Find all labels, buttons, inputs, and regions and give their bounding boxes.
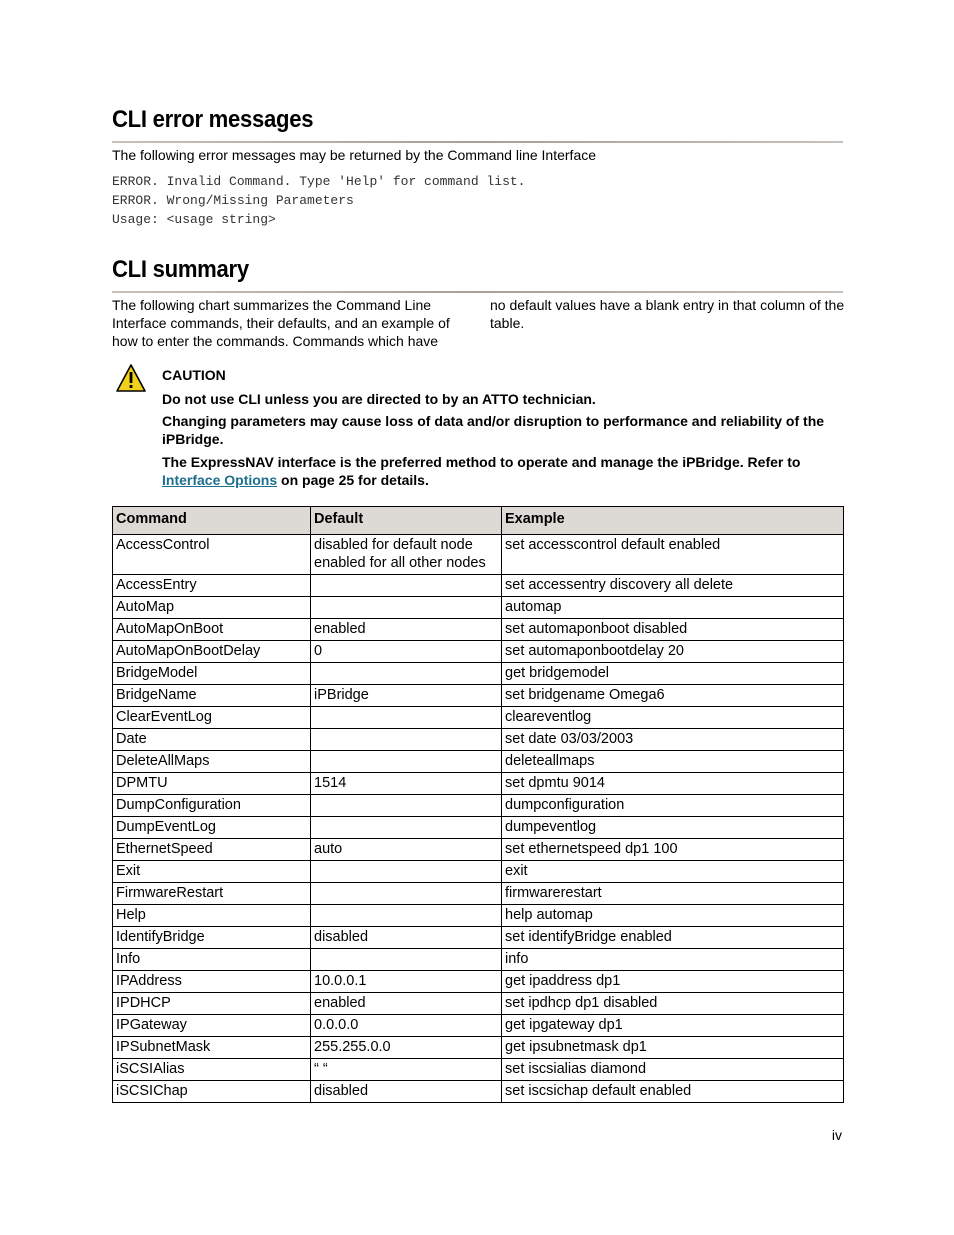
cell-default: 10.0.0.1 bbox=[311, 971, 502, 993]
cell-command: IPAddress bbox=[113, 971, 311, 993]
code-line-2: ERROR. Wrong/Missing Parameters bbox=[112, 193, 354, 208]
cell-default: 1514 bbox=[311, 773, 502, 795]
cell-example: get ipaddress dp1 bbox=[502, 971, 844, 993]
cell-example: dumpconfiguration bbox=[502, 795, 844, 817]
table-row bbox=[113, 707, 844, 729]
error-messages-intro: The following error messages may be returned by the Command line Interface bbox=[112, 147, 597, 163]
cell-command: iSCSIChap bbox=[113, 1081, 311, 1103]
cell-example: deleteallmaps bbox=[502, 751, 844, 773]
table-row bbox=[113, 575, 844, 597]
cell-command: IdentifyBridge bbox=[113, 927, 311, 949]
table-row bbox=[113, 773, 844, 795]
cell-command: BridgeModel bbox=[113, 663, 311, 685]
cell-example: set iscsialias diamond bbox=[502, 1059, 844, 1081]
caution-line-3 bbox=[162, 453, 846, 489]
cell-command: DPMTU bbox=[113, 773, 311, 795]
cell-command: DeleteAllMaps bbox=[113, 751, 311, 773]
cell-command: AutoMapOnBootDelay bbox=[113, 641, 311, 663]
cell-example: automap bbox=[502, 597, 844, 619]
table-row bbox=[113, 535, 844, 575]
cell-default bbox=[311, 751, 502, 773]
table-row bbox=[113, 1059, 844, 1081]
table-row bbox=[113, 751, 844, 773]
cell-command: EthernetSpeed bbox=[113, 839, 311, 861]
cell-default: disabled bbox=[311, 927, 502, 949]
table-row bbox=[113, 927, 844, 949]
interface-options-link[interactable]: Interface Options bbox=[162, 472, 278, 488]
table-row bbox=[113, 795, 844, 817]
table-row bbox=[113, 641, 844, 663]
cell-example: get bridgemodel bbox=[502, 663, 844, 685]
cell-command: AutoMap bbox=[113, 597, 311, 619]
warning-triangle-icon bbox=[116, 364, 146, 392]
table-row bbox=[113, 949, 844, 971]
cell-command: ClearEventLog bbox=[113, 707, 311, 729]
cell-example: set ipdhcp dp1 disabled bbox=[502, 993, 844, 1015]
table-header-row bbox=[113, 507, 844, 535]
cell-default: enabled bbox=[311, 993, 502, 1015]
table-row bbox=[113, 597, 844, 619]
cell-example: info bbox=[502, 949, 844, 971]
table-row bbox=[113, 685, 844, 707]
code-line-1: ERROR. Invalid Command. Type 'Help' for command list. bbox=[112, 174, 526, 189]
table-row bbox=[113, 619, 844, 641]
cell-default: 0 bbox=[311, 641, 502, 663]
cell-example: cleareventlog bbox=[502, 707, 844, 729]
cell-default: disabled for default node enabled for all other nodes bbox=[311, 535, 502, 575]
cell-default bbox=[311, 663, 502, 685]
cell-command: BridgeName bbox=[113, 685, 311, 707]
caution-line-1: Do not use CLI unless you are directed to by an ATTO technician. bbox=[162, 391, 596, 407]
cell-default bbox=[311, 817, 502, 839]
cell-example: firmwarerestart bbox=[502, 883, 844, 905]
cell-command: DumpConfiguration bbox=[113, 795, 311, 817]
cell-example: exit bbox=[502, 861, 844, 883]
code-line-3: Usage: <usage string> bbox=[112, 212, 276, 227]
table-row bbox=[113, 861, 844, 883]
cli-summary-table bbox=[112, 506, 844, 1103]
cell-example: get ipgateway dp1 bbox=[502, 1015, 844, 1037]
caution-line-2: Changing parameters may cause loss of data and/or disruption to performance and reliability of the iPBridge. bbox=[162, 413, 825, 447]
cell-default bbox=[311, 949, 502, 971]
table-row bbox=[113, 1015, 844, 1037]
cell-command: IPSubnetMask bbox=[113, 1037, 311, 1059]
cell-command: Info bbox=[113, 949, 311, 971]
cell-example: get ipsubnetmask dp1 bbox=[502, 1037, 844, 1059]
cell-command: AccessEntry bbox=[113, 575, 311, 597]
cell-default: auto bbox=[311, 839, 502, 861]
cell-example: set accesscontrol default enabled bbox=[502, 535, 844, 575]
header-command: Command bbox=[113, 507, 311, 535]
cell-command: IPGateway bbox=[113, 1015, 311, 1037]
cell-example: help automap bbox=[502, 905, 844, 927]
table-row bbox=[113, 1081, 844, 1103]
table-row bbox=[113, 817, 844, 839]
page-number: iv bbox=[831, 1127, 842, 1143]
cell-default: 255.255.0.0 bbox=[311, 1037, 502, 1059]
cell-command: Help bbox=[113, 905, 311, 927]
cell-default bbox=[311, 795, 502, 817]
cell-default bbox=[311, 597, 502, 619]
caution-heading: CAUTION bbox=[162, 367, 226, 383]
cell-example: dumpeventlog bbox=[502, 817, 844, 839]
caution-line-3-text: The ExpressNAV interface is the preferred method to operate and manage the iPBridge. Refer to bbox=[162, 454, 801, 470]
cell-command: iSCSIAlias bbox=[113, 1059, 311, 1081]
table-row bbox=[113, 839, 844, 861]
header-default: Default bbox=[311, 507, 502, 535]
cell-command: Exit bbox=[113, 861, 311, 883]
cell-example: set dpmtu 9014 bbox=[502, 773, 844, 795]
header-example: Example bbox=[502, 507, 844, 535]
cell-default bbox=[311, 729, 502, 751]
cell-example: set ethernetspeed dp1 100 bbox=[502, 839, 844, 861]
cell-example: set automaponbootdelay 20 bbox=[502, 641, 844, 663]
table-row bbox=[113, 905, 844, 927]
section-divider bbox=[112, 141, 843, 143]
section-title-error-messages: CLI error messages bbox=[112, 106, 314, 133]
table-row bbox=[113, 1037, 844, 1059]
cell-command: FirmwareRestart bbox=[113, 883, 311, 905]
cell-example: set iscsichap default enabled bbox=[502, 1081, 844, 1103]
cell-default bbox=[311, 707, 502, 729]
cell-default: 0.0.0.0 bbox=[311, 1015, 502, 1037]
cell-default bbox=[311, 905, 502, 927]
table-row bbox=[113, 993, 844, 1015]
cell-command: IPDHCP bbox=[113, 993, 311, 1015]
cell-command: AutoMapOnBoot bbox=[113, 619, 311, 641]
cell-example: set bridgename Omega6 bbox=[502, 685, 844, 707]
table-row bbox=[113, 663, 844, 685]
cell-default: disabled bbox=[311, 1081, 502, 1103]
table-row bbox=[113, 883, 844, 905]
cell-example: set accessentry discovery all delete bbox=[502, 575, 844, 597]
cell-default bbox=[311, 575, 502, 597]
section-title-cli-summary: CLI summary bbox=[112, 256, 249, 283]
section-divider bbox=[112, 291, 843, 293]
summary-text-right: no default values have a blank entry in that column of the table. bbox=[490, 297, 845, 331]
cell-default: enabled bbox=[311, 619, 502, 641]
summary-text-left: The following chart summarizes the Command Line Interface commands, their defaults, and an example of how to enter the commands. Commands which have bbox=[112, 297, 450, 349]
cell-default bbox=[311, 883, 502, 905]
cell-default bbox=[311, 861, 502, 883]
cell-default: “ “ bbox=[311, 1059, 502, 1081]
cell-command: DumpEventLog bbox=[113, 817, 311, 839]
cell-example: set date 03/03/2003 bbox=[502, 729, 844, 751]
table-row bbox=[113, 971, 844, 993]
cell-command: AccessControl bbox=[113, 535, 311, 575]
caution-line-3-suffix: on page 25 for details. bbox=[277, 472, 429, 488]
cell-default: iPBridge bbox=[311, 685, 502, 707]
table-body bbox=[113, 535, 844, 1103]
cell-example: set automaponboot disabled bbox=[502, 619, 844, 641]
cell-example: set identifyBridge enabled bbox=[502, 927, 844, 949]
cell-command: Date bbox=[113, 729, 311, 751]
table-row bbox=[113, 729, 844, 751]
